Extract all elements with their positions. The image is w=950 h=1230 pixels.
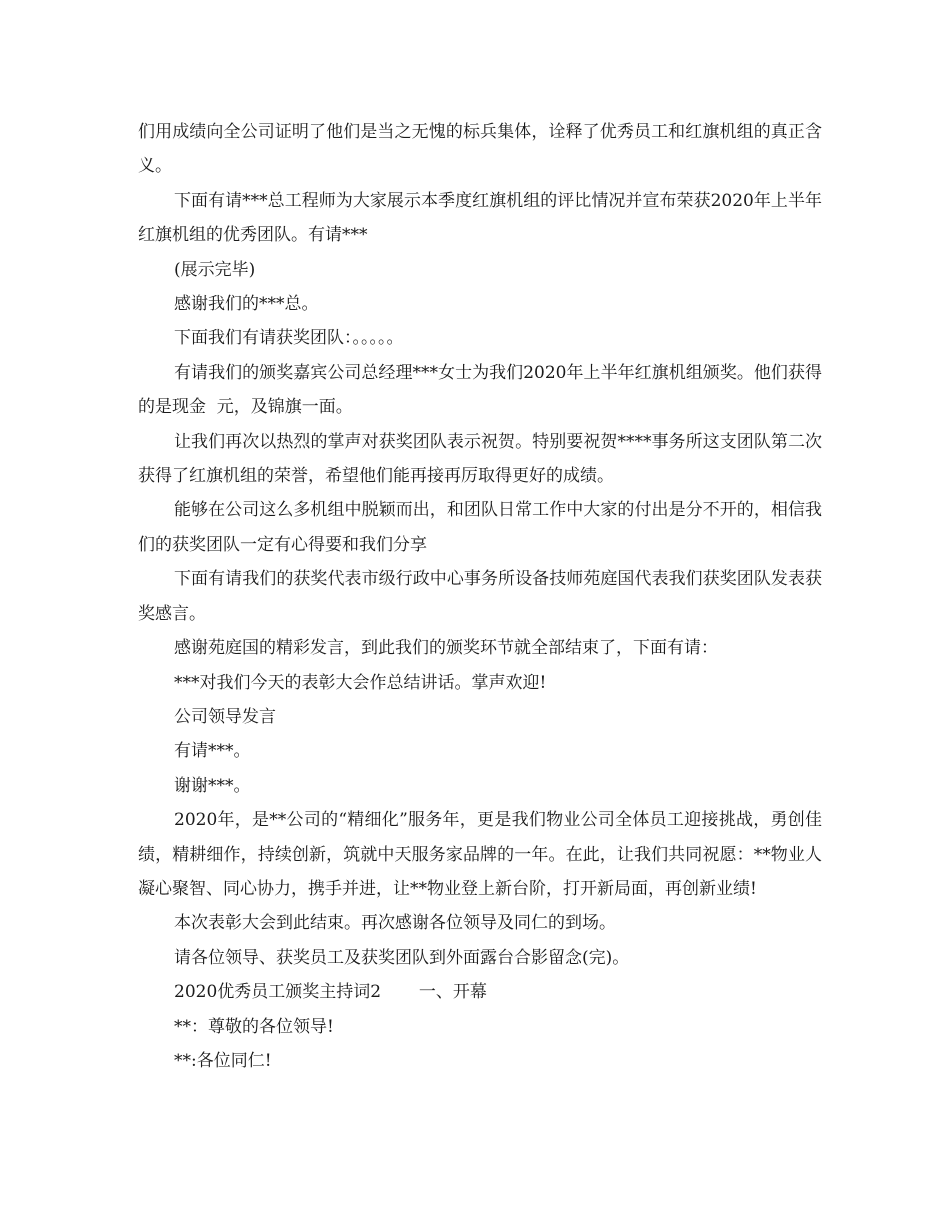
paragraph-year-wishes: 2020年，是**公司的“精细化”服务年，更是我们物业公司全体员工迎接挑战，勇创佳绩，精耕细作，持续创新，筑就中天服务家品牌的一年。在此，让我们共同祝愿：**物业人凝心聚智、同心协力，携手并进，让**物业登上新台阶，打开新局面，再创新业绩! — [138, 810, 822, 899]
paragraph-chief-engineer-intro: 下面有请***总工程师为大家展示本季度红旗机组的评比情况并宣布荣获2020年上半年红旗机组的优秀团队。有请*** — [138, 190, 822, 246]
paragraph-invite-leader: 有请***。 — [174, 741, 251, 762]
paragraph-group-photo: 请各位领导、获奖员工及获奖团队到外面露台合影留念(完)。 — [174, 947, 630, 968]
paragraph-thanks-speech: 感谢苑庭国的精彩发言，到此我们的颁奖环节就全部结束了，下面有请： — [174, 638, 718, 659]
document-body — [138, 115, 822, 1078]
paragraph-greeting-colleagues: **:各位同仁! — [174, 1050, 272, 1071]
paragraph-thanks-leader: 谢谢***。 — [174, 775, 251, 796]
paragraph-summary-speech: ***对我们今天的表彰大会作总结讲话。掌声欢迎! — [174, 672, 547, 693]
paragraph-continuation: 们用成绩向全公司证明了他们是当之无愧的标兵集体，诠释了优秀员工和红旗机组的真正含义。 — [138, 122, 822, 177]
section-heading-opening: 2020优秀员工颁奖主持词2 一、开幕 — [174, 982, 487, 1003]
paragraph-leader-speech: 公司领导发言 — [174, 706, 276, 727]
paragraph-thanks-chief: 感谢我们的***总。 — [174, 294, 319, 315]
paragraph-award-presenter: 有请我们的颁奖嘉宾公司总经理***女士为我们2020年上半年红旗机组颁奖。他们获得的是现金 元，及锦旗一面。 — [138, 362, 822, 418]
paragraph-representative: 下面有请我们的获奖代表市级行政中心事务所设备技师苑庭国代表我们获奖团队发表获奖感言。 — [138, 569, 822, 624]
paragraph-closing: 本次表彰大会到此结束。再次感谢各位领导及同仁的到场。 — [174, 913, 616, 934]
paragraph-display-complete: (展示完毕) — [174, 259, 256, 280]
paragraph-congratulations: 让我们再次以热烈的掌声对获奖团队表示祝贺。特别要祝贺****事务所这支团队第二次获得了红旗机组的荣誉，希望他们能再接再厉取得更好的成绩。 — [138, 431, 822, 487]
paragraph-team-effort: 能够在公司这么多机组中脱颖而出，和团队日常工作中大家的付出是分不开的，相信我们的获奖团队一定有心得要和我们分享 — [138, 500, 822, 555]
paragraph-invite-team: 下面我们有请获奖团队：。。。。。 — [174, 328, 404, 349]
paragraph-greeting-leaders: **：尊敬的各位领导! — [174, 1016, 334, 1037]
